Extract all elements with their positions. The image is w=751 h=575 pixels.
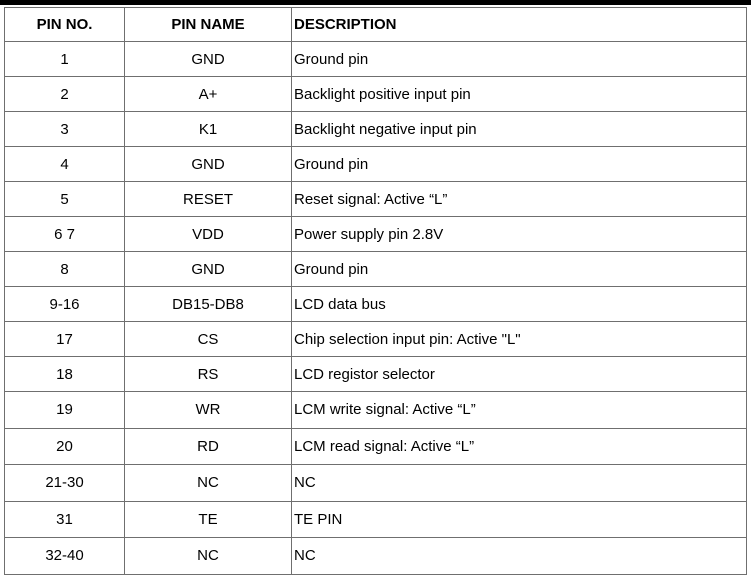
cell-pin-name: K1 (125, 112, 292, 147)
cell-pin-name: A+ (125, 77, 292, 112)
cell-pin-name: RD (125, 428, 292, 465)
cell-description: Backlight positive input pin (292, 77, 747, 112)
cell-description: Ground pin (292, 42, 747, 77)
cell-pin-no: 21-30 (5, 465, 125, 502)
table-row (5, 217, 747, 252)
table-row (5, 252, 747, 287)
table-row (5, 357, 747, 392)
cell-description: Power supply pin 2.8V (292, 217, 747, 252)
cell-description: TE PIN (292, 501, 747, 538)
cell-pin-name: GND (125, 42, 292, 77)
cell-pin-name: NC (125, 465, 292, 502)
cell-pin-no: 2 (5, 77, 125, 112)
table-row (5, 465, 747, 502)
table-row (5, 428, 747, 465)
cell-description: Ground pin (292, 147, 747, 182)
cell-description: LCM write signal: Active “L” (292, 392, 747, 429)
table-row (5, 322, 747, 357)
table-row (5, 287, 747, 322)
cell-description: Backlight negative input pin (292, 112, 747, 147)
header-pin-no: PIN NO. (5, 8, 125, 42)
cell-pin-no: 18 (5, 357, 125, 392)
cell-description: LCD registor selector (292, 357, 747, 392)
table-row (5, 392, 747, 429)
cell-pin-no: 1 (5, 42, 125, 77)
cell-pin-name: WR (125, 392, 292, 429)
pin-description-table (4, 7, 747, 575)
cell-pin-name: CS (125, 322, 292, 357)
header-description: DESCRIPTION (292, 8, 747, 42)
cell-pin-no: 8 (5, 252, 125, 287)
cell-pin-name: GND (125, 147, 292, 182)
cell-pin-no: 19 (5, 392, 125, 429)
header-pin-name: PIN NAME (125, 8, 292, 42)
cell-description: NC (292, 465, 747, 502)
cell-pin-name: GND (125, 252, 292, 287)
cell-pin-no: 17 (5, 322, 125, 357)
table-row (5, 42, 747, 77)
cell-pin-no: 9-16 (5, 287, 125, 322)
cell-description: Chip selection input pin: Active "L" (292, 322, 747, 357)
cell-pin-name: NC (125, 538, 292, 575)
cell-pin-no: 5 (5, 182, 125, 217)
cell-description: LCM read signal: Active “L” (292, 428, 747, 465)
cell-pin-no: 4 (5, 147, 125, 182)
table-row (5, 182, 747, 217)
cell-pin-no: 32-40 (5, 538, 125, 575)
cell-pin-name: VDD (125, 217, 292, 252)
table-row (5, 112, 747, 147)
cell-description: Ground pin (292, 252, 747, 287)
table-header-row (5, 8, 747, 42)
table-row (5, 501, 747, 538)
cell-pin-name: RESET (125, 182, 292, 217)
cell-pin-no: 3 (5, 112, 125, 147)
table-row (5, 538, 747, 575)
cell-description: Reset signal: Active “L” (292, 182, 747, 217)
cell-description: NC (292, 538, 747, 575)
table-row (5, 147, 747, 182)
cell-description: LCD data bus (292, 287, 747, 322)
cell-pin-no: 6 7 (5, 217, 125, 252)
table-row (5, 77, 747, 112)
top-border-bar (0, 0, 751, 5)
cell-pin-no: 31 (5, 501, 125, 538)
cell-pin-name: TE (125, 501, 292, 538)
cell-pin-no: 20 (5, 428, 125, 465)
cell-pin-name: DB15-DB8 (125, 287, 292, 322)
cell-pin-name: RS (125, 357, 292, 392)
